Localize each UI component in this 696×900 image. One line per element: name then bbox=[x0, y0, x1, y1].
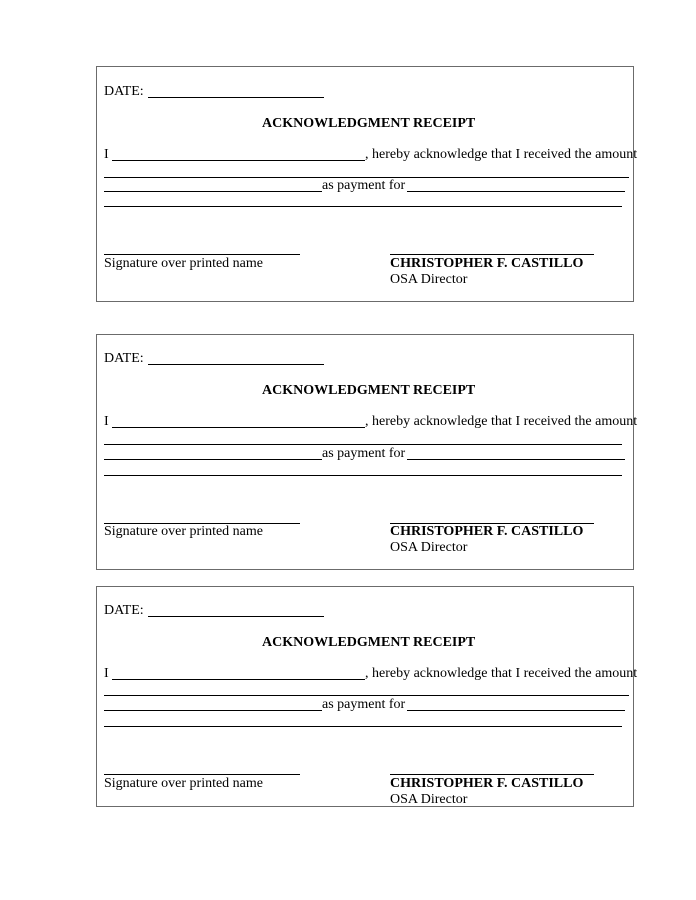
acknowledge-text: , hereby acknowledge that I received the amount bbox=[365, 666, 638, 681]
receipt-title: ACKNOWLEDGMENT RECEIPT bbox=[262, 383, 476, 398]
i-label: I bbox=[104, 666, 109, 681]
signature-field[interactable] bbox=[104, 774, 300, 775]
amount-field-line-2[interactable] bbox=[104, 191, 322, 192]
signature-label: Signature over printed name bbox=[104, 256, 264, 271]
payment-text: as payment for bbox=[322, 178, 406, 193]
director-signature-line bbox=[390, 254, 594, 255]
amount-field-line-2[interactable] bbox=[104, 710, 322, 711]
amount-field-line-1[interactable] bbox=[104, 695, 629, 696]
date-label: DATE: bbox=[104, 84, 144, 99]
receipt-3 bbox=[96, 586, 638, 807]
signature-label: Signature over printed name bbox=[104, 776, 264, 791]
name-field[interactable] bbox=[112, 160, 365, 161]
name-field[interactable] bbox=[112, 679, 365, 680]
director-name: CHRISTOPHER F. CASTILLO bbox=[390, 776, 584, 791]
receipt-title: ACKNOWLEDGMENT RECEIPT bbox=[262, 635, 476, 650]
payment-purpose-field-line-2[interactable] bbox=[104, 206, 622, 207]
name-field[interactable] bbox=[112, 427, 365, 428]
date-field[interactable] bbox=[148, 97, 324, 98]
payment-purpose-field[interactable] bbox=[407, 191, 625, 192]
amount-field-line-1[interactable] bbox=[104, 444, 622, 445]
receipt-2 bbox=[96, 334, 638, 570]
payment-text: as payment for bbox=[322, 697, 406, 712]
director-signature-line bbox=[390, 774, 594, 775]
director-name: CHRISTOPHER F. CASTILLO bbox=[390, 524, 584, 539]
director-title: OSA Director bbox=[390, 792, 468, 807]
acknowledge-text: , hereby acknowledge that I received the amount bbox=[365, 147, 638, 162]
director-title: OSA Director bbox=[390, 272, 468, 287]
signature-field[interactable] bbox=[104, 254, 300, 255]
date-label: DATE: bbox=[104, 351, 144, 366]
payment-purpose-field[interactable] bbox=[407, 710, 625, 711]
acknowledge-text: , hereby acknowledge that I received the amount bbox=[365, 414, 638, 429]
director-name: CHRISTOPHER F. CASTILLO bbox=[390, 256, 584, 271]
payment-purpose-field-line-2[interactable] bbox=[104, 726, 622, 727]
date-field[interactable] bbox=[148, 616, 324, 617]
signature-label: Signature over printed name bbox=[104, 524, 264, 539]
payment-purpose-field-line-2[interactable] bbox=[104, 475, 622, 476]
receipt-1 bbox=[96, 66, 638, 302]
amount-field-line-2[interactable] bbox=[104, 459, 322, 460]
payment-purpose-field[interactable] bbox=[407, 459, 625, 460]
i-label: I bbox=[104, 147, 109, 162]
receipt-title: ACKNOWLEDGMENT RECEIPT bbox=[262, 116, 476, 131]
director-title: OSA Director bbox=[390, 540, 468, 555]
date-field[interactable] bbox=[148, 364, 324, 365]
payment-text: as payment for bbox=[322, 446, 406, 461]
date-label: DATE: bbox=[104, 603, 144, 618]
i-label: I bbox=[104, 414, 109, 429]
